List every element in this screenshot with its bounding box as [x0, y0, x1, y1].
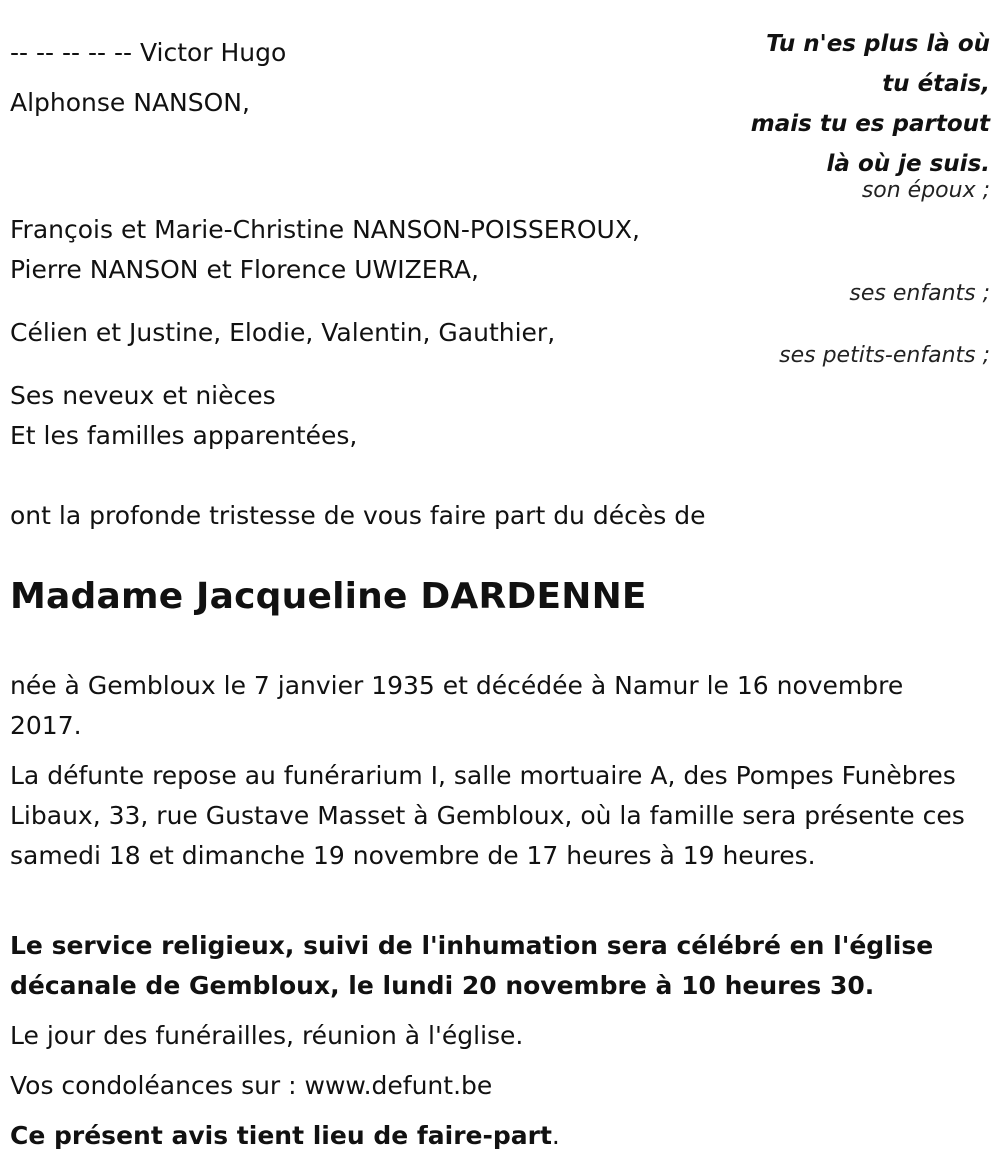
children-relation: ses enfants ; [849, 281, 990, 306]
epigraph-line: là où je suis. [826, 151, 990, 177]
epigraph-line: Tu n'es plus là où [766, 31, 990, 57]
child-line: Pierre NANSON et Florence UWIZERA, [10, 255, 479, 284]
birth-death-text: née à Gembloux le 7 janvier 1935 et décédée à Namur le 16 novembre 2017. [10, 671, 904, 740]
notice-text [10, 1116, 970, 1156]
notice-bold: Ce présent avis tient lieu de faire-part [10, 1121, 552, 1150]
grandchildren-line: Célien et Justine, Elodie, Valentin, Gauthier, [10, 318, 556, 347]
condolences-text: Vos condoléances sur : www.defunt.be [10, 1071, 493, 1100]
others-line: Ses neveux et nièces [10, 381, 276, 410]
visitation-text: La défunte repose au funérarium I, salle mortuaire A, des Pompes Funèbres Libaux, 33, rue Gustave Masset à Gembloux, où la famille sera présente ces samedi 18 et dimanche 19 novembre de 17 heures à 19 heures. [10, 761, 965, 870]
epigraph-quote [751, 24, 990, 184]
spouse-relation: son époux ; [861, 178, 990, 203]
grandchildren-relation: ses petits-enfants ; [779, 343, 990, 368]
epigraph-line: tu étais, [882, 71, 990, 97]
epigraph-line: mais tu es partout [750, 111, 990, 137]
notice-period: . [551, 1121, 560, 1150]
service-text: Le service religieux, suivi de l'inhumation sera célébré en l'église décanale de Gembloux, le lundi 20 novembre à 10 heures 30. [10, 931, 934, 1000]
child-line: François et Marie-Christine NANSON-POISSEROUX, [10, 215, 640, 244]
announcement-text: ont la profonde tristesse de vous faire part du décès de [10, 501, 706, 530]
meeting-text: Le jour des funérailles, réunion à l'église. [10, 1021, 524, 1050]
deceased-name: Madame Jacqueline DARDENNE [10, 576, 647, 617]
spouse-name: Alphonse NANSON, [10, 88, 250, 117]
epigraph-attribution: -- -- -- -- -- Victor Hugo [10, 38, 287, 67]
others-line: Et les familles apparentées, [10, 421, 358, 450]
